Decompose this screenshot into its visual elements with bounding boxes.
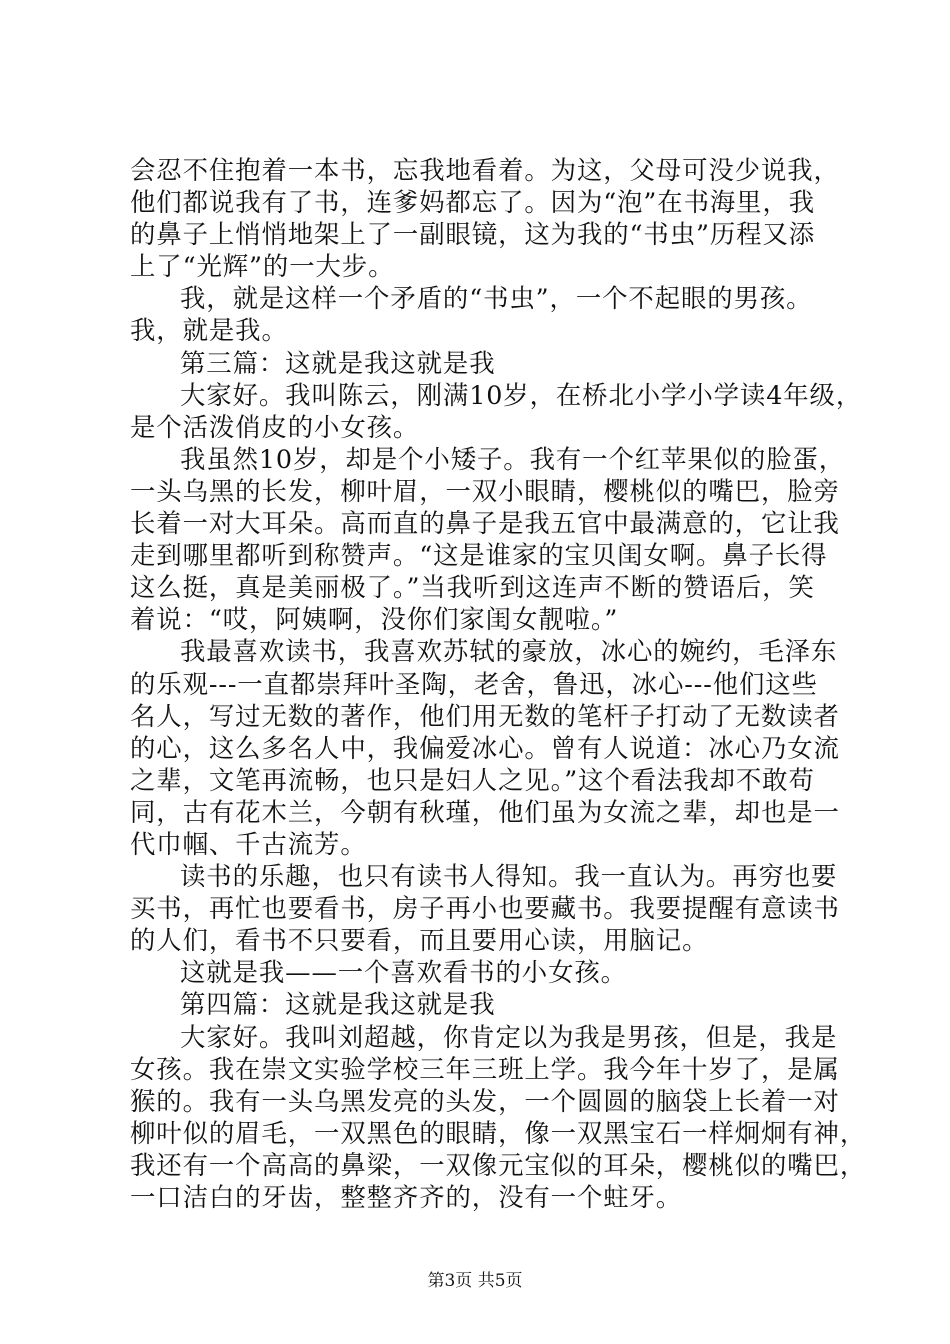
text-line: 我还有一个高高的鼻梁，一双像元宝似的耳朵，樱桃似的嘴巴， xyxy=(130,1149,867,1180)
text-line: 他们都说我有了书，连爹妈都忘了。因为“泡”在书海里，我 xyxy=(130,187,816,218)
text-line: 猴的。我有一头乌黑发亮的头发，一个圆圆的脑袋上长着一对 xyxy=(130,1085,840,1116)
text-line: 柳叶似的眉毛，一双黑色的眼睛，像一双黑宝石一样炯炯有神， xyxy=(130,1117,867,1148)
document-body xyxy=(130,154,867,1213)
text-line: 我最喜欢读书，我喜欢苏轼的豪放，冰心的婉约，毛泽东 xyxy=(180,636,838,667)
text-line: 的人们，看书不只要看，而且要用心读，用脑记。 xyxy=(130,925,709,956)
text-line: 这么挺，真是美丽极了。”当我听到这连声不断的赞语后，笑 xyxy=(130,572,815,603)
text-line: 第四篇：这就是我这就是我 xyxy=(180,989,496,1020)
text-line: 之辈，文笔再流畅，也只是妇人之见。”这个看法我却不敢苟 xyxy=(130,764,815,795)
text-line: 我，就是我。 xyxy=(130,315,288,346)
text-line: 是个活泼俏皮的小女孩。 xyxy=(130,411,420,442)
text-line: 着说：“哎，阿姨啊，没你们家闺女靓啦。” xyxy=(130,604,619,635)
text-line: 一口洁白的牙齿，整整齐齐的，没有一个蛀牙。 xyxy=(130,1182,683,1212)
text-line: 的鼻子上悄悄地架上了一副眼镜，这为我的“书虫”历程又添 xyxy=(130,219,816,250)
text-line: 一头乌黑的长发，柳叶眉，一双小眼睛，樱桃似的嘴巴，脸旁 xyxy=(130,475,840,506)
page-footer: 第3页 共5页 xyxy=(427,1271,523,1291)
text-line: 大家好。我叫刘超越，你肯定以为我是男孩，但是，我是 xyxy=(180,1021,838,1052)
text-line: 名人，写过无数的著作，他们用无数的笔杆子打动了无数读者 xyxy=(130,700,840,731)
text-line: 读书的乐趣，也只有读书人得知。我一直认为。再穷也要 xyxy=(180,861,838,892)
text-line: 的乐观---一直都崇拜叶圣陶，老舍，鲁迅，冰心---他们这些 xyxy=(130,668,818,699)
text-line: 会忍不住抱着一本书，忘我地看着。为这，父母可没少说我， xyxy=(130,155,840,185)
text-line: 买书，再忙也要看书，房子再小也要藏书。我要提醒有意读书 xyxy=(130,893,840,924)
text-line: 长着一对大耳朵。高而直的鼻子是我五官中最满意的，它让我 xyxy=(130,508,840,539)
text-line: 第三篇：这就是我这就是我 xyxy=(180,347,496,378)
text-line: 代巾帼、千古流芳。 xyxy=(130,828,367,859)
text-line: 我，就是这样一个矛盾的“书虫”，一个不起眼的男孩。 xyxy=(180,283,813,314)
text-line: 走到哪里都听到称赞声。“这是谁家的宝贝闺女啊。鼻子长得 xyxy=(130,540,828,571)
text-line: 这就是我——一个喜欢看书的小女孩。 xyxy=(180,957,627,988)
text-line: 的心，这么多名人中，我偏爱冰心。曾有人说道：冰心乃女流 xyxy=(130,732,840,763)
text-line: 同，古有花木兰，今朝有秋瑾，他们虽为女流之辈，却也是一 xyxy=(130,796,840,827)
text-line: 我虽然10岁，却是个小矮子。我有一个红苹果似的脸蛋， xyxy=(180,443,846,474)
text-line: 大家好。我叫陈云，刚满10岁，在桥北小学小学读4年级， xyxy=(180,379,863,410)
text-line: 上了“光辉”的一大步。 xyxy=(130,251,395,282)
text-line: 女孩。我在崇文实验学校三年三班上学。我今年十岁了，是属 xyxy=(130,1053,840,1084)
